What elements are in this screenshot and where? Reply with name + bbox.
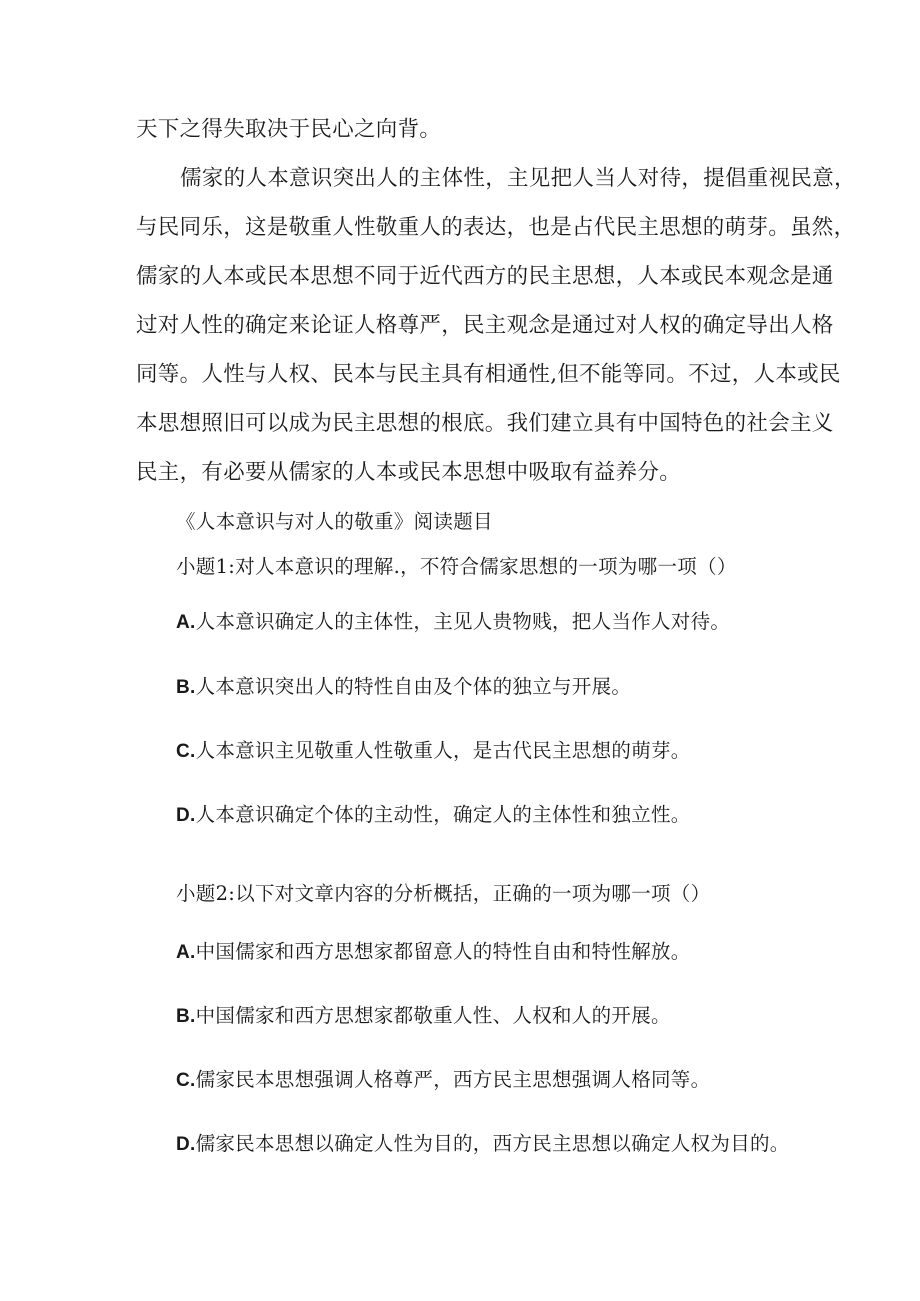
option-label: D. [176,1134,196,1155]
question-1-stem [176,553,737,581]
option-label: C. [176,1070,196,1091]
question-2-option-a [176,938,691,967]
option-label: C. [176,741,196,762]
question-1-option-d [176,801,691,830]
option-label: D. [176,805,196,826]
question-2-option-b [176,1002,671,1031]
option-text: 儒家民本思想以确定人性为目的，西方民主思想以确定人权为目的。 [195,1132,790,1155]
option-label: A. [176,612,196,633]
section-title: 《人本意识与对人的敬重》阅读题目 [176,510,493,533]
passage-line: 天下之得失取决于民心之向背。 [136,117,442,142]
question-text: 以下对文章内容的分析概括，正确的一项为哪一项（） [235,882,711,905]
option-text: 人本意识确定人的主体性，主见人贵物贱，把人当作人对待。 [195,610,731,633]
passage-line: 儒家的人本意识突出人的主体性，主见把人当人对待，提倡重视民意， [180,166,856,191]
question-1-option-a [176,608,730,637]
question-prefix: 小题2: [176,882,236,905]
question-2-option-d [176,1130,790,1159]
option-label: B. [176,677,196,698]
option-label: B. [176,1006,196,1027]
passage-line: 同等。人性与人权、民本与民主具有相通性,但不能等同。不过，人本或民 [136,362,841,387]
passage-line: 儒家的人本或民本思想不同于近代西方的民主思想，人本或民本观念是通 [136,264,834,289]
option-text: 儒家民本思想强调人格尊严，西方民主思想强调人格同等。 [195,1068,711,1091]
option-text: 中国儒家和西方思想家都敬重人性、人权和人的开展。 [195,1004,671,1027]
option-text: 人本意识主见敬重人性敬重人，是古代民主思想的萌芽。 [195,739,691,762]
passage-line: 与民同乐，这是敬重人性敬重人的表达，也是占代民主思想的萌芽。虽然， [136,215,856,240]
option-text: 人本意识突出人的特性自由及个体的独立与开展。 [195,675,632,698]
passage-line: 过对人性的确定来论证人格尊严，民主观念是通过对人权的确定导出人格 [136,313,834,338]
passage-line: 本思想照旧可以成为民主思想的根底。我们建立具有中国特色的社会主义 [136,411,834,436]
question-1-option-b [176,673,631,702]
question-prefix: 小题1: [176,555,236,578]
option-text: 中国儒家和西方思想家都留意人的特性自由和特性解放。 [195,940,691,963]
option-label: A. [176,942,196,963]
question-text: 对人本意识的理解.，不符合儒家思想的一项为哪一项（） [235,555,737,578]
passage-line: 民主，有必要从儒家的人本或民本思想中吸取有益养分。 [136,460,682,485]
question-2-stem [176,880,710,908]
question-1-option-c [176,737,691,766]
option-text: 人本意识确定个体的主动性，确定人的主体性和独立性。 [195,803,691,826]
question-2-option-c [176,1066,710,1095]
